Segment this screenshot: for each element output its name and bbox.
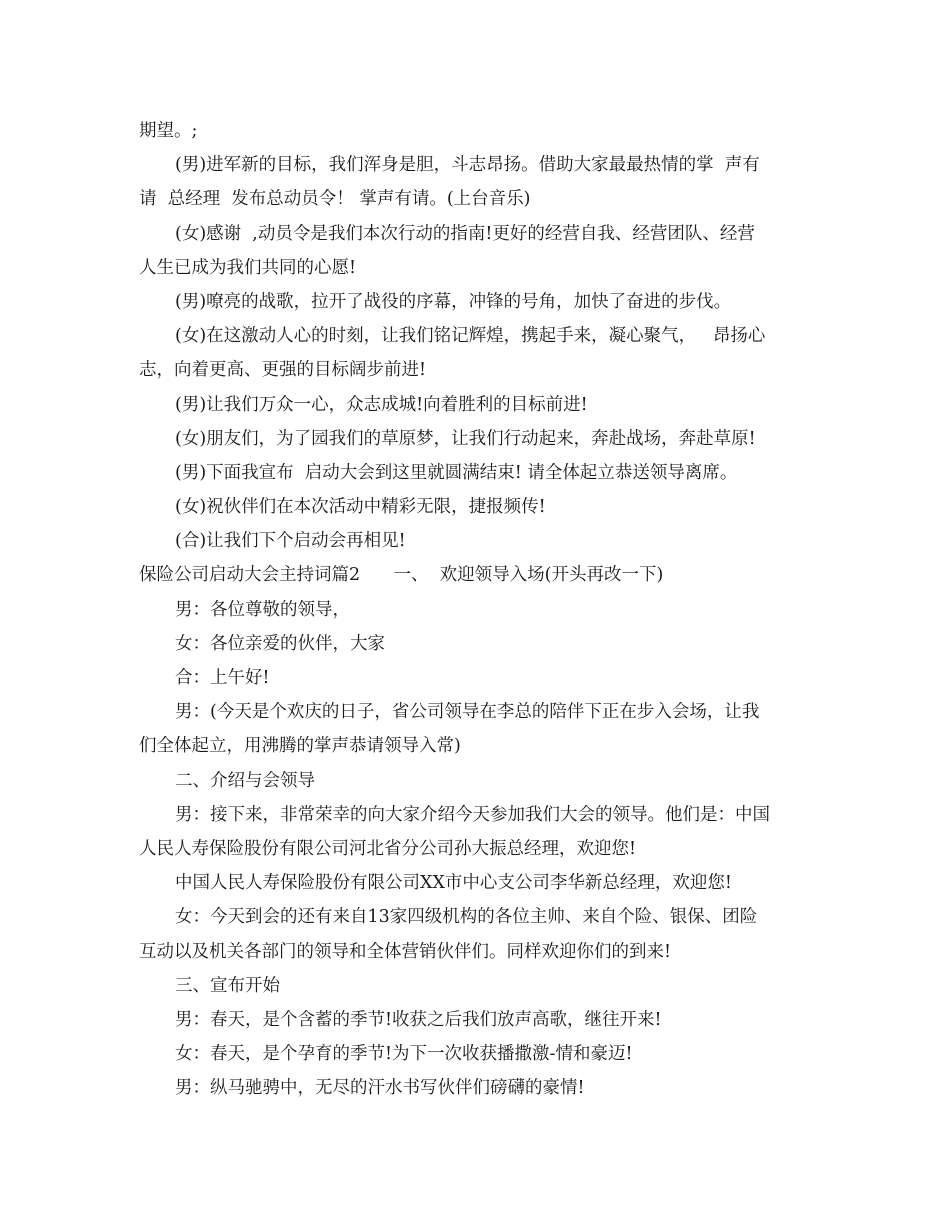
text-line: (男)嘹亮的战歌，拉开了战役的序幕，冲锋的号角，加快了奋进的步伐。 <box>175 291 732 312</box>
text-line: 们全体起立，用沸腾的掌声恭请领导入常) <box>139 736 461 757</box>
section-heading: 保险公司启动大会主持词篇2 一、 欢迎领导入场(开头再改一下) <box>139 565 664 586</box>
text-line: 中国人民人寿保险股份有限公司XX市中心支公司李华新总经理，欢迎您! <box>175 873 732 894</box>
section-heading: 二、介绍与会领导 <box>175 770 315 791</box>
section-heading: 三、宣布开始 <box>175 975 280 996</box>
text-line: 男：接下来，非常荣幸的向大家介绍今天参加我们大会的领导。他们是：中国 <box>175 804 770 825</box>
text-line: (女)朋友们，为了园我们的草原梦，让我们行动起来，奔赴战场，奔赴草原! <box>175 428 756 449</box>
text-line: (合)让我们下个启动会再相见! <box>175 531 406 552</box>
text-line: (女)祝伙伴们在本次活动中精彩无限，捷报频传! <box>175 497 546 518</box>
text-line: 男：各位尊敬的领导， <box>175 599 350 620</box>
text-line: 男：纵马驰骋中，无尽的汗水书写伙伴们磅礴的豪情! <box>175 1078 585 1099</box>
text-line: (女)感谢 ,动员令是我们本次行动的指南!更好的经营自我、经营团队、经营 <box>175 223 755 244</box>
text-line: 男：(今天是个欢庆的日子，省公司领导在李总的陪伴下正在步入会场，让我 <box>175 702 760 723</box>
text-line: (男)下面我宣布 启动大会到这里就圆满结束! 请全体起立恭送领导离席。 <box>175 462 738 483</box>
text-line: 请 总经理 发布总动员令！ 掌声有请。(上台音乐) <box>139 189 531 210</box>
text-line: 女：各位亲爱的伙伴，大家 <box>175 633 385 654</box>
text-line: 互动以及机关各部门的领导和全体营销伙伴们。同样欢迎你们的到来! <box>139 941 672 962</box>
text-line: 期望。; <box>139 121 198 141</box>
text-line: 志，向着更高、更强的目标阔步前进! <box>139 360 427 381</box>
text-line: (男)进军新的目标，我们浑身是胆，斗志昂扬。借助大家最最热情的掌 声有 <box>175 155 760 176</box>
text-line: 人生已成为我们共同的心愿! <box>139 257 357 278</box>
text-line: 人民人寿保险股份有限公司河北省分公司孙大振总经理，欢迎您! <box>139 838 637 859</box>
text-line: 合：上午好! <box>175 668 270 688</box>
text-line: 男：春天，是个含蓄的季节!收获之后我们放声高歌，继往开来! <box>175 1009 662 1030</box>
text-line: 女：今天到会的还有来自13家四级机构的各位主帅、来自个险、银保、团险 <box>175 907 758 928</box>
text-line: (男)让我们万众一心，众志成城!向着胜利的目标前进! <box>175 394 588 415</box>
document-body <box>139 114 815 1105</box>
text-line: (女)在这激动人心的时刻，让我们铭记辉煌，携起手来，凝心聚气， 昂扬心 <box>175 326 766 347</box>
text-line: 女：春天，是个孕育的季节!为下一次收获播撒激-情和豪迈! <box>175 1044 633 1065</box>
